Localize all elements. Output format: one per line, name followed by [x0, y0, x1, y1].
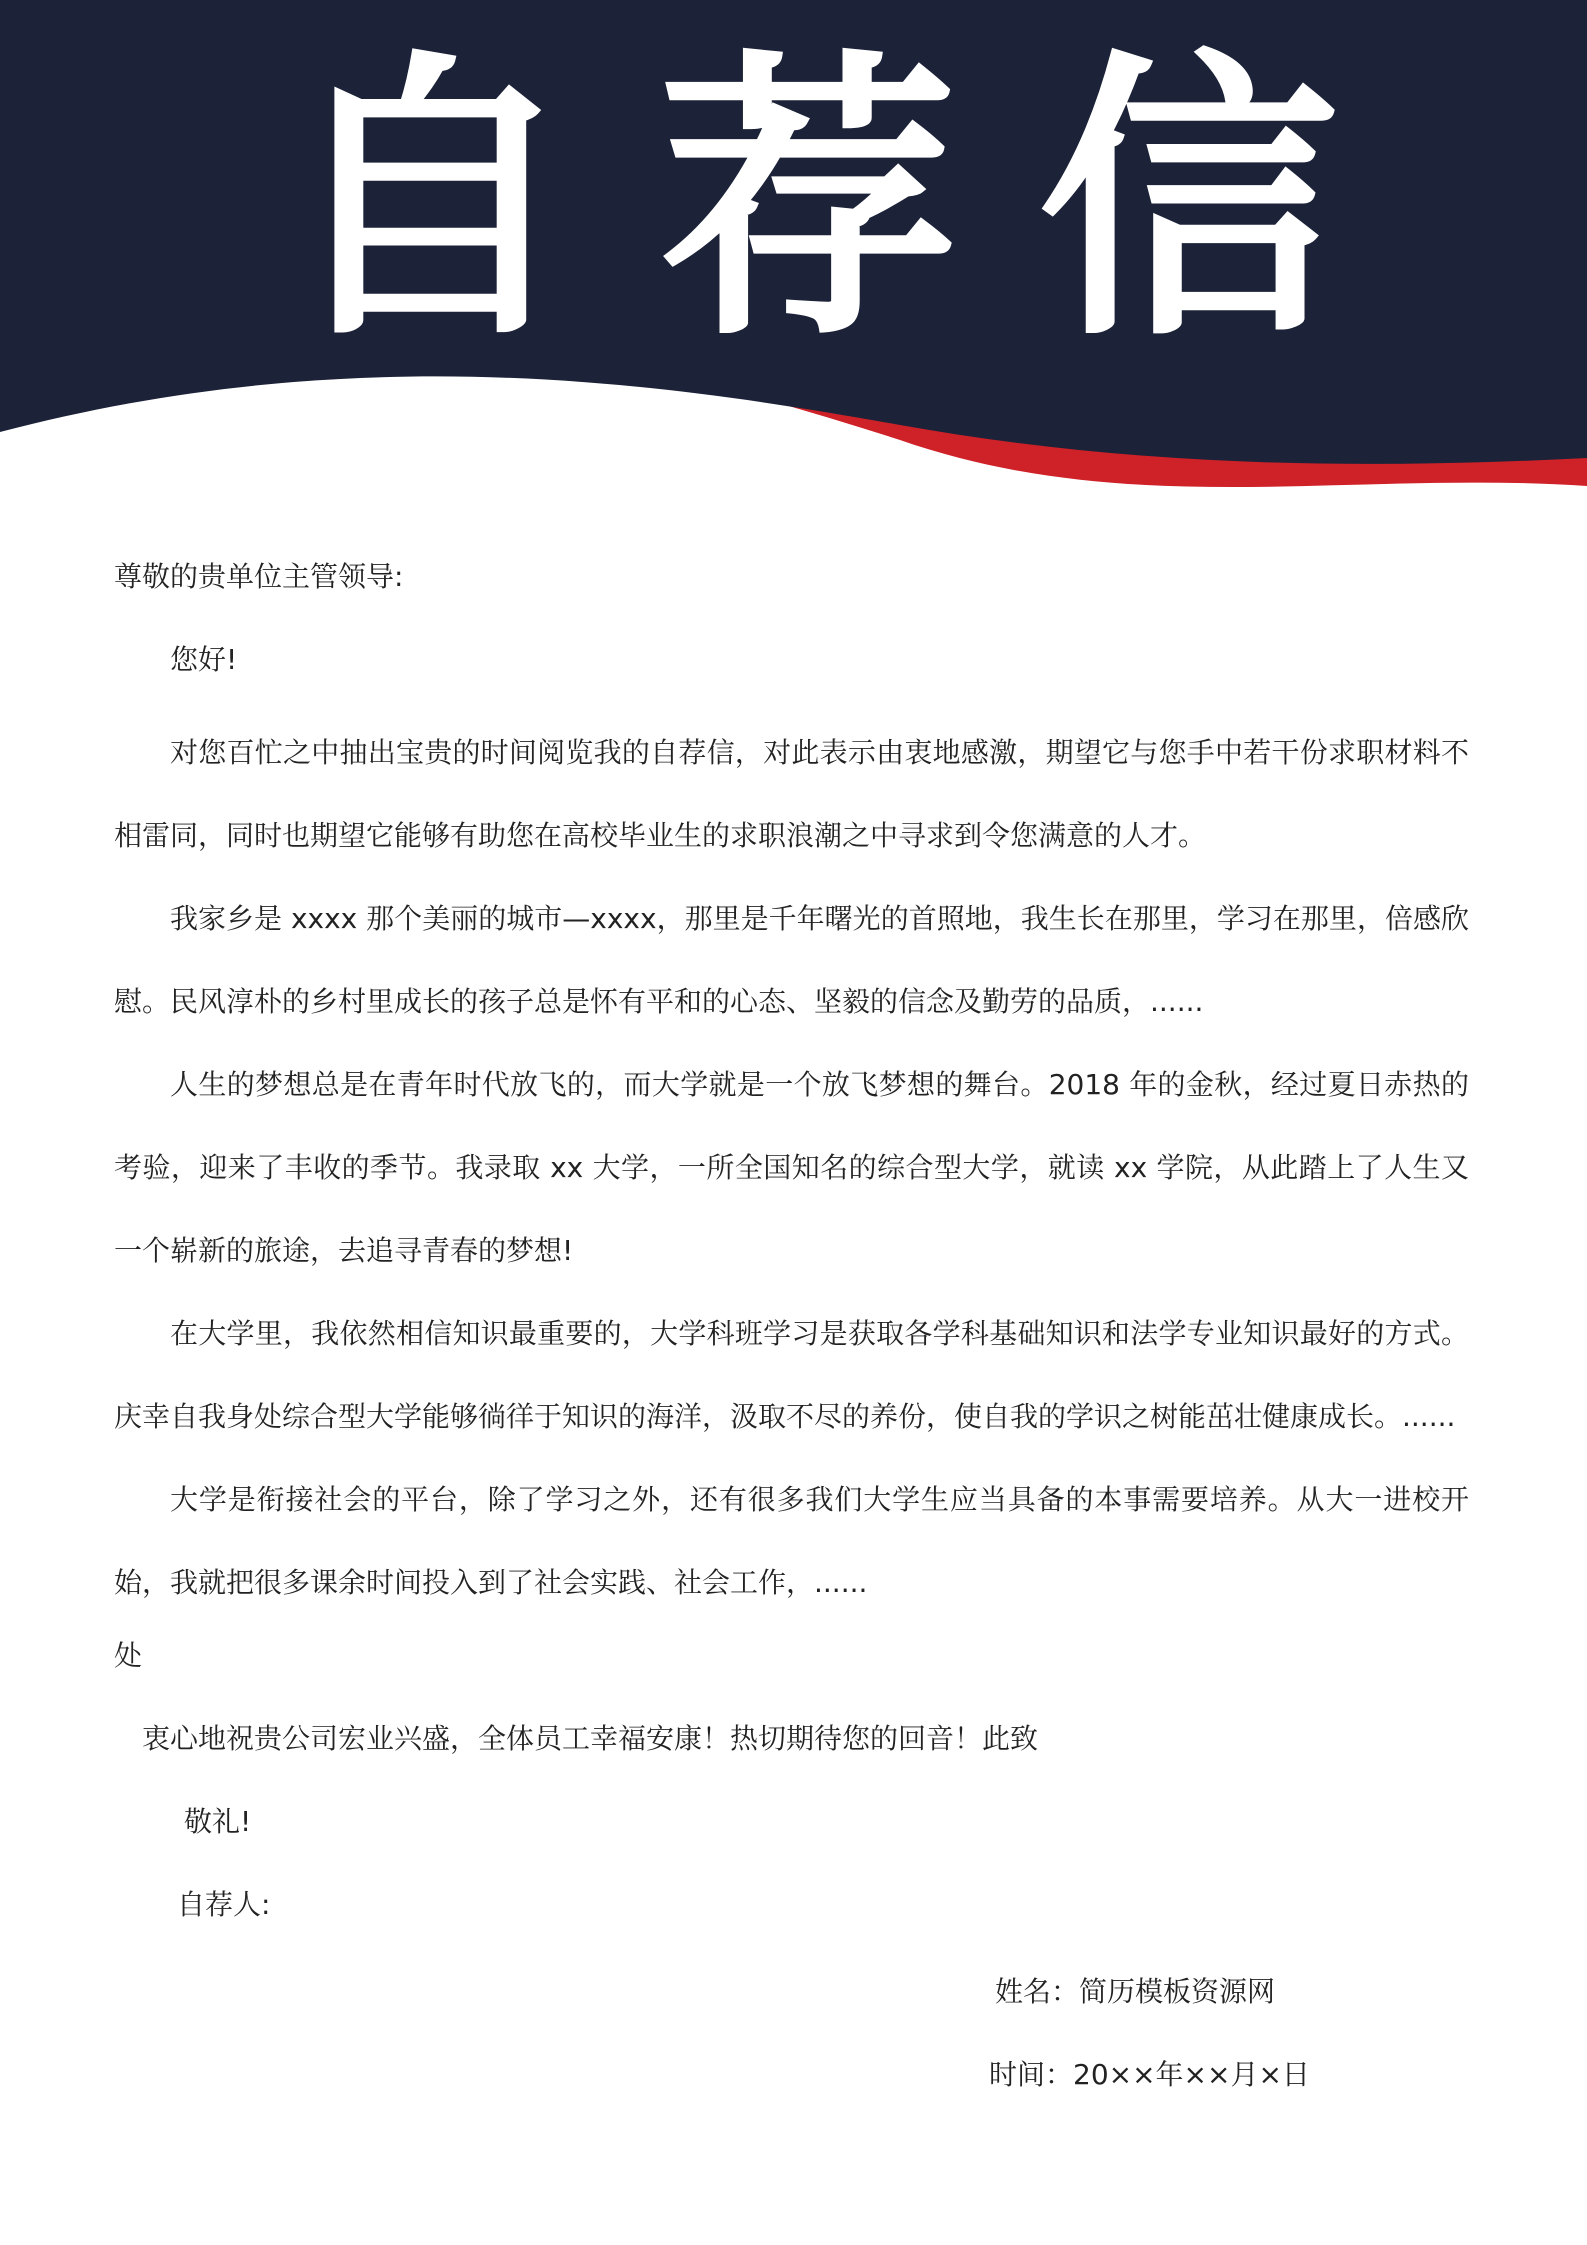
signature-date: 时间：20××年××月×日	[989, 2058, 1310, 2091]
fragment-text: 处	[114, 1639, 143, 1672]
page-title	[0, 27, 1587, 376]
letter-paragraphs	[114, 711, 1469, 1624]
title-char: 自	[278, 27, 579, 376]
letter-body	[114, 545, 1469, 1956]
closing-wishes: 衷心地祝贵公司宏业兴盛，全体员工幸福安康！热切期待您的回音！此致	[142, 1722, 1039, 1755]
header-banner	[0, 0, 1587, 560]
paragraph: 在大学里，我依然相信知识最重要的，大学科班学习是获取各学科基础知识和法学专业知识最好的方式。庆幸自我身处综合型大学能够徜徉于知识的海洋，汲取不尽的养份，使自我的学识之树能茁壮健康成长。......	[114, 1317, 1469, 1433]
respect-line: 敬礼!	[184, 1805, 252, 1838]
recommender-label: 自荐人:	[177, 1888, 271, 1921]
title-char: 信	[1038, 27, 1339, 376]
paragraph: 大学是衔接社会的平台，除了学习之外，还有很多我们大学生应当具备的本事需要培养。从大一进校开始，我就把很多课余时间投入到了社会实践、社会工作，......	[114, 1483, 1469, 1599]
salutation: 尊敬的贵单位主管领导:	[114, 560, 404, 593]
title-char: 荐	[658, 27, 959, 376]
signature-name: 姓名：简历模板资源网	[995, 1975, 1276, 2008]
paragraph: 对您百忙之中抽出宝贵的时间阅览我的自荐信，对此表示由衷地感激，期望它与您手中若干份求职材料不相雷同，同时也期望它能够有助您在高校毕业生的求职浪潮之中寻求到令您满意的人才。	[114, 736, 1469, 852]
paragraph: 人生的梦想总是在青年时代放飞的，而大学就是一个放飞梦想的舞台。2018 年的金秋，经过夏日赤热的考验，迎来了丰收的季节。我录取 xx 大学，一所全国知名的综合型大学，就读 xx 学院，从此踏上了人生又一个崭新的旅途，去追寻青春的梦想!	[114, 1068, 1469, 1267]
paragraph: 我家乡是 xxxx 那个美丽的城市—xxxx，那里是千年曙光的首照地，我生长在那里，学习在那里，倍感欣慰。民风淳朴的乡村里成长的孩子总是怀有平和的心态、坚毅的信念及勤劳的品质，......	[114, 902, 1469, 1018]
greeting: 您好!	[170, 643, 238, 676]
